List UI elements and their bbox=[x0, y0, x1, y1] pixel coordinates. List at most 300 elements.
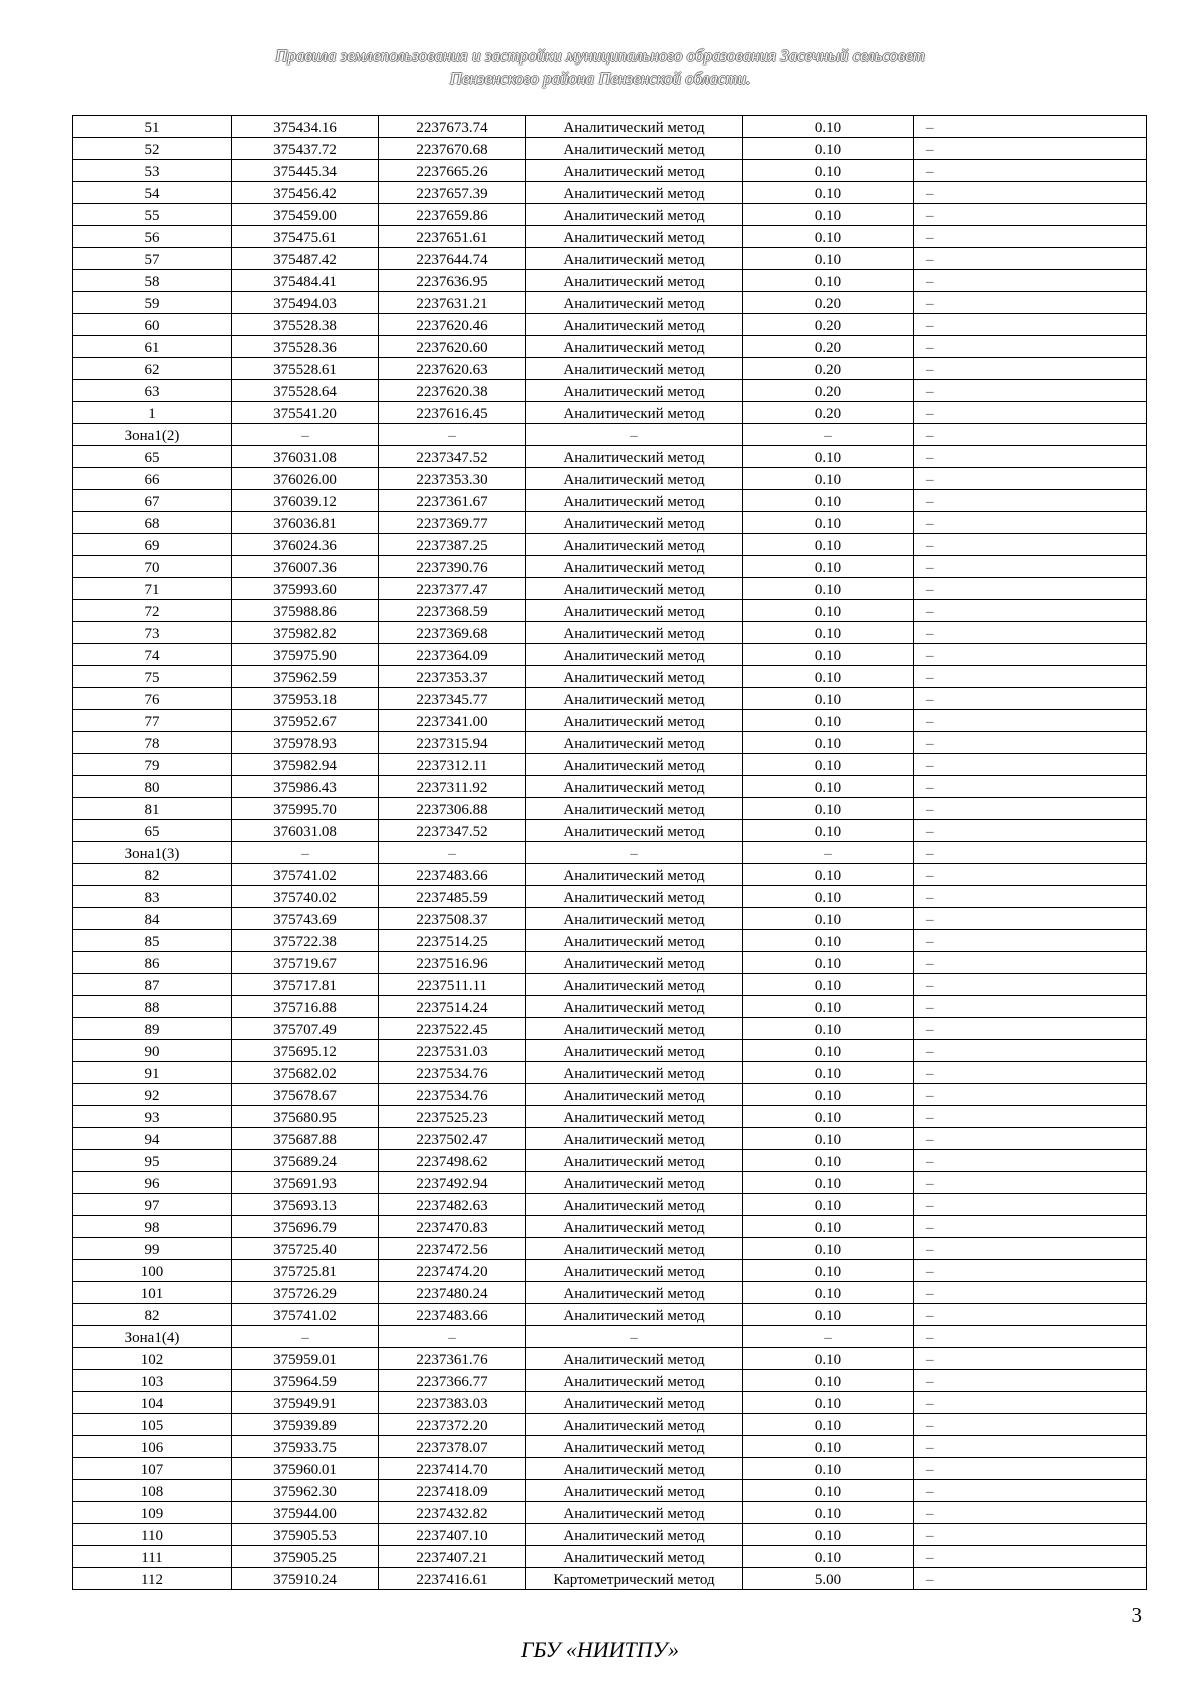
method-cell: Аналитический метод bbox=[526, 820, 743, 842]
point-number-cell: 57 bbox=[73, 248, 232, 270]
note-cell: – bbox=[914, 380, 1147, 402]
x-coordinate-cell: 375687.88 bbox=[232, 1128, 379, 1150]
table-row bbox=[73, 1392, 1147, 1414]
table-row bbox=[73, 182, 1147, 204]
table-row bbox=[73, 468, 1147, 490]
header-line-2: Пензенского района Пензенской области. bbox=[449, 69, 751, 88]
header-line-1: Правила землепользования и застройки муниципального образования Засечный сельсовет bbox=[275, 46, 925, 65]
x-coordinate-cell: 375905.53 bbox=[232, 1524, 379, 1546]
y-coordinate-cell: 2237636.95 bbox=[379, 270, 526, 292]
accuracy-cell: 0.10 bbox=[743, 1194, 914, 1216]
note-cell: – bbox=[914, 952, 1147, 974]
table-row bbox=[73, 622, 1147, 644]
x-coordinate-cell: 375953.18 bbox=[232, 688, 379, 710]
x-coordinate-cell: 375978.93 bbox=[232, 732, 379, 754]
page-header bbox=[0, 44, 1200, 90]
method-cell: Аналитический метод bbox=[526, 358, 743, 380]
method-cell: Аналитический метод bbox=[526, 292, 743, 314]
method-cell: Аналитический метод bbox=[526, 226, 743, 248]
accuracy-cell: 0.10 bbox=[743, 666, 914, 688]
method-cell: Аналитический метод bbox=[526, 732, 743, 754]
method-cell: Аналитический метод bbox=[526, 314, 743, 336]
y-coordinate-cell: 2237516.96 bbox=[379, 952, 526, 974]
accuracy-cell: 0.10 bbox=[743, 248, 914, 270]
point-number-cell: 112 bbox=[73, 1568, 232, 1590]
x-coordinate-cell: 375707.49 bbox=[232, 1018, 379, 1040]
note-cell: – bbox=[914, 160, 1147, 182]
method-cell: Аналитический метод bbox=[526, 1084, 743, 1106]
method-cell: Аналитический метод bbox=[526, 1106, 743, 1128]
y-coordinate-cell: 2237472.56 bbox=[379, 1238, 526, 1260]
table-row bbox=[73, 1502, 1147, 1524]
accuracy-cell: – bbox=[743, 1326, 914, 1348]
x-coordinate-cell: 375726.29 bbox=[232, 1282, 379, 1304]
x-coordinate-cell: 375484.41 bbox=[232, 270, 379, 292]
point-number-cell: Зона1(2) bbox=[73, 424, 232, 446]
y-coordinate-cell: 2237341.00 bbox=[379, 710, 526, 732]
note-cell: – bbox=[914, 1040, 1147, 1062]
accuracy-cell: 0.10 bbox=[743, 1370, 914, 1392]
table-row bbox=[73, 512, 1147, 534]
note-cell: – bbox=[914, 754, 1147, 776]
method-cell: Аналитический метод bbox=[526, 402, 743, 424]
x-coordinate-cell: 375975.90 bbox=[232, 644, 379, 666]
point-number-cell: Зона1(4) bbox=[73, 1326, 232, 1348]
y-coordinate-cell: 2237665.26 bbox=[379, 160, 526, 182]
accuracy-cell: 0.20 bbox=[743, 336, 914, 358]
accuracy-cell: 0.10 bbox=[743, 622, 914, 644]
note-cell: – bbox=[914, 446, 1147, 468]
note-cell: – bbox=[914, 270, 1147, 292]
x-coordinate-cell: 375986.43 bbox=[232, 776, 379, 798]
table-row bbox=[73, 688, 1147, 710]
point-number-cell: 81 bbox=[73, 798, 232, 820]
table-row bbox=[73, 160, 1147, 182]
table-row bbox=[73, 380, 1147, 402]
table-row bbox=[73, 776, 1147, 798]
y-coordinate-cell: 2237470.83 bbox=[379, 1216, 526, 1238]
note-cell: – bbox=[914, 336, 1147, 358]
table-row bbox=[73, 908, 1147, 930]
method-cell: Аналитический метод bbox=[526, 1414, 743, 1436]
y-coordinate-cell: 2237657.39 bbox=[379, 182, 526, 204]
accuracy-cell: 0.10 bbox=[743, 1348, 914, 1370]
note-cell: – bbox=[914, 1304, 1147, 1326]
point-number-cell: 67 bbox=[73, 490, 232, 512]
note-cell: – bbox=[914, 908, 1147, 930]
y-coordinate-cell: 2237534.76 bbox=[379, 1084, 526, 1106]
note-cell: – bbox=[914, 182, 1147, 204]
method-cell: – bbox=[526, 1326, 743, 1348]
table-row bbox=[73, 1370, 1147, 1392]
x-coordinate-cell: 375528.64 bbox=[232, 380, 379, 402]
y-coordinate-cell: 2237383.03 bbox=[379, 1392, 526, 1414]
method-cell: Аналитический метод bbox=[526, 930, 743, 952]
x-coordinate-cell: 375541.20 bbox=[232, 402, 379, 424]
table-row bbox=[73, 314, 1147, 336]
x-coordinate-cell: 375993.60 bbox=[232, 578, 379, 600]
x-coordinate-cell: 375944.00 bbox=[232, 1502, 379, 1524]
point-number-cell: 82 bbox=[73, 1304, 232, 1326]
method-cell: Аналитический метод bbox=[526, 490, 743, 512]
x-coordinate-cell: – bbox=[232, 1326, 379, 1348]
y-coordinate-cell: 2237620.63 bbox=[379, 358, 526, 380]
y-coordinate-cell: 2237616.45 bbox=[379, 402, 526, 424]
accuracy-cell: 0.20 bbox=[743, 314, 914, 336]
y-coordinate-cell: 2237416.61 bbox=[379, 1568, 526, 1590]
y-coordinate-cell: 2237390.76 bbox=[379, 556, 526, 578]
accuracy-cell: 0.10 bbox=[743, 1282, 914, 1304]
y-coordinate-cell: 2237673.74 bbox=[379, 116, 526, 138]
table-row bbox=[73, 600, 1147, 622]
y-coordinate-cell: 2237353.30 bbox=[379, 468, 526, 490]
method-cell: Аналитический метод bbox=[526, 666, 743, 688]
table-row bbox=[73, 754, 1147, 776]
method-cell: Аналитический метод bbox=[526, 204, 743, 226]
table-row bbox=[73, 1150, 1147, 1172]
x-coordinate-cell: 375740.02 bbox=[232, 886, 379, 908]
x-coordinate-cell: 375434.16 bbox=[232, 116, 379, 138]
y-coordinate-cell: 2237508.37 bbox=[379, 908, 526, 930]
table-row bbox=[73, 556, 1147, 578]
x-coordinate-cell: 375725.81 bbox=[232, 1260, 379, 1282]
point-number-cell: 109 bbox=[73, 1502, 232, 1524]
point-number-cell: 107 bbox=[73, 1458, 232, 1480]
x-coordinate-cell: 375949.91 bbox=[232, 1392, 379, 1414]
x-coordinate-cell: 375741.02 bbox=[232, 864, 379, 886]
method-cell: Аналитический метод bbox=[526, 974, 743, 996]
point-number-cell: 106 bbox=[73, 1436, 232, 1458]
method-cell: Аналитический метод bbox=[526, 468, 743, 490]
table-row bbox=[73, 1348, 1147, 1370]
table-row bbox=[73, 1282, 1147, 1304]
point-number-cell: 87 bbox=[73, 974, 232, 996]
note-cell: – bbox=[914, 886, 1147, 908]
table-row bbox=[73, 1172, 1147, 1194]
point-number-cell: 60 bbox=[73, 314, 232, 336]
method-cell: Аналитический метод bbox=[526, 380, 743, 402]
accuracy-cell: 0.10 bbox=[743, 138, 914, 160]
y-coordinate-cell: 2237474.20 bbox=[379, 1260, 526, 1282]
method-cell: Аналитический метод bbox=[526, 1128, 743, 1150]
method-cell: Аналитический метод bbox=[526, 952, 743, 974]
accuracy-cell: 0.10 bbox=[743, 490, 914, 512]
accuracy-cell: 0.10 bbox=[743, 886, 914, 908]
accuracy-cell: 0.10 bbox=[743, 468, 914, 490]
method-cell: Аналитический метод bbox=[526, 996, 743, 1018]
accuracy-cell: 0.10 bbox=[743, 754, 914, 776]
accuracy-cell: 0.10 bbox=[743, 1106, 914, 1128]
note-cell: – bbox=[914, 600, 1147, 622]
note-cell: – bbox=[914, 1172, 1147, 1194]
point-number-cell: 89 bbox=[73, 1018, 232, 1040]
x-coordinate-cell: 375695.12 bbox=[232, 1040, 379, 1062]
point-number-cell: 52 bbox=[73, 138, 232, 160]
x-coordinate-cell: 375716.88 bbox=[232, 996, 379, 1018]
note-cell: – bbox=[914, 490, 1147, 512]
x-coordinate-cell: 376007.36 bbox=[232, 556, 379, 578]
table-row bbox=[73, 534, 1147, 556]
table-row bbox=[73, 1128, 1147, 1150]
table-row bbox=[73, 952, 1147, 974]
accuracy-cell: 0.10 bbox=[743, 534, 914, 556]
accuracy-cell: 0.10 bbox=[743, 1172, 914, 1194]
x-coordinate-cell: 375964.59 bbox=[232, 1370, 379, 1392]
accuracy-cell: 0.10 bbox=[743, 1414, 914, 1436]
point-number-cell: 86 bbox=[73, 952, 232, 974]
accuracy-cell: 0.10 bbox=[743, 578, 914, 600]
y-coordinate-cell: – bbox=[379, 424, 526, 446]
y-coordinate-cell: 2237480.24 bbox=[379, 1282, 526, 1304]
method-cell: Аналитический метод bbox=[526, 1458, 743, 1480]
method-cell: Аналитический метод bbox=[526, 534, 743, 556]
accuracy-cell: 0.10 bbox=[743, 864, 914, 886]
accuracy-cell: 0.10 bbox=[743, 1260, 914, 1282]
x-coordinate-cell: 375725.40 bbox=[232, 1238, 379, 1260]
accuracy-cell: 0.10 bbox=[743, 600, 914, 622]
y-coordinate-cell: – bbox=[379, 1326, 526, 1348]
x-coordinate-cell: 375960.01 bbox=[232, 1458, 379, 1480]
y-coordinate-cell: 2237498.62 bbox=[379, 1150, 526, 1172]
accuracy-cell: 0.10 bbox=[743, 1502, 914, 1524]
note-cell: – bbox=[914, 996, 1147, 1018]
method-cell: Аналитический метод bbox=[526, 1040, 743, 1062]
note-cell: – bbox=[914, 1436, 1147, 1458]
x-coordinate-cell: 375475.61 bbox=[232, 226, 379, 248]
table-row bbox=[73, 886, 1147, 908]
method-cell: Аналитический метод bbox=[526, 864, 743, 886]
note-cell: – bbox=[914, 1370, 1147, 1392]
method-cell: Аналитический метод bbox=[526, 1546, 743, 1568]
point-number-cell: 88 bbox=[73, 996, 232, 1018]
x-coordinate-cell: 375689.24 bbox=[232, 1150, 379, 1172]
point-number-cell: 99 bbox=[73, 1238, 232, 1260]
note-cell: – bbox=[914, 1392, 1147, 1414]
note-cell: – bbox=[914, 556, 1147, 578]
x-coordinate-cell: – bbox=[232, 424, 379, 446]
point-number-cell: 65 bbox=[73, 820, 232, 842]
point-number-cell: 83 bbox=[73, 886, 232, 908]
y-coordinate-cell: 2237525.23 bbox=[379, 1106, 526, 1128]
point-number-cell: 93 bbox=[73, 1106, 232, 1128]
method-cell: Аналитический метод bbox=[526, 182, 743, 204]
note-cell: – bbox=[914, 864, 1147, 886]
point-number-cell: 110 bbox=[73, 1524, 232, 1546]
table-row bbox=[73, 996, 1147, 1018]
note-cell: – bbox=[914, 314, 1147, 336]
x-coordinate-cell: 376039.12 bbox=[232, 490, 379, 512]
table-row bbox=[73, 1260, 1147, 1282]
table-row bbox=[73, 270, 1147, 292]
y-coordinate-cell: 2237361.76 bbox=[379, 1348, 526, 1370]
method-cell: Аналитический метод bbox=[526, 644, 743, 666]
method-cell: Аналитический метод bbox=[526, 622, 743, 644]
x-coordinate-cell: 375682.02 bbox=[232, 1062, 379, 1084]
x-coordinate-cell: 375988.86 bbox=[232, 600, 379, 622]
y-coordinate-cell: 2237353.37 bbox=[379, 666, 526, 688]
table-row bbox=[73, 446, 1147, 468]
table-row bbox=[73, 1238, 1147, 1260]
point-number-cell: 79 bbox=[73, 754, 232, 776]
method-cell: Аналитический метод bbox=[526, 578, 743, 600]
table-row bbox=[73, 864, 1147, 886]
table-row bbox=[73, 1194, 1147, 1216]
accuracy-cell: 0.10 bbox=[743, 710, 914, 732]
table-row bbox=[73, 138, 1147, 160]
point-number-cell: 71 bbox=[73, 578, 232, 600]
table-row bbox=[73, 116, 1147, 138]
accuracy-cell: 0.10 bbox=[743, 1128, 914, 1150]
table-row bbox=[73, 710, 1147, 732]
note-cell: – bbox=[914, 1480, 1147, 1502]
note-cell: – bbox=[914, 842, 1147, 864]
note-cell: – bbox=[914, 512, 1147, 534]
accuracy-cell: 0.10 bbox=[743, 1040, 914, 1062]
accuracy-cell: 0.10 bbox=[743, 1150, 914, 1172]
point-number-cell: 102 bbox=[73, 1348, 232, 1370]
note-cell: – bbox=[914, 116, 1147, 138]
note-cell: – bbox=[914, 292, 1147, 314]
note-cell: – bbox=[914, 688, 1147, 710]
method-cell: Аналитический метод bbox=[526, 270, 743, 292]
point-number-cell: 1 bbox=[73, 402, 232, 424]
point-number-cell: 101 bbox=[73, 1282, 232, 1304]
x-coordinate-cell: 375910.24 bbox=[232, 1568, 379, 1590]
accuracy-cell: 0.10 bbox=[743, 446, 914, 468]
point-number-cell: 92 bbox=[73, 1084, 232, 1106]
method-cell: Аналитический метод bbox=[526, 160, 743, 182]
point-number-cell: 98 bbox=[73, 1216, 232, 1238]
point-number-cell: 108 bbox=[73, 1480, 232, 1502]
x-coordinate-cell: 376031.08 bbox=[232, 820, 379, 842]
accuracy-cell: 0.10 bbox=[743, 974, 914, 996]
note-cell: – bbox=[914, 358, 1147, 380]
table-row bbox=[73, 424, 1147, 446]
accuracy-cell: – bbox=[743, 842, 914, 864]
table-row bbox=[73, 490, 1147, 512]
point-number-cell: 75 bbox=[73, 666, 232, 688]
accuracy-cell: 0.10 bbox=[743, 1480, 914, 1502]
note-cell: – bbox=[914, 820, 1147, 842]
y-coordinate-cell: 2237366.77 bbox=[379, 1370, 526, 1392]
method-cell: Аналитический метод bbox=[526, 688, 743, 710]
y-coordinate-cell: 2237514.25 bbox=[379, 930, 526, 952]
y-coordinate-cell: 2237644.74 bbox=[379, 248, 526, 270]
table-row bbox=[73, 820, 1147, 842]
method-cell: Картометрический метод bbox=[526, 1568, 743, 1590]
method-cell: Аналитический метод bbox=[526, 512, 743, 534]
y-coordinate-cell: 2237620.60 bbox=[379, 336, 526, 358]
table-row bbox=[73, 358, 1147, 380]
accuracy-cell: 0.10 bbox=[743, 732, 914, 754]
method-cell: – bbox=[526, 842, 743, 864]
table-row bbox=[73, 1524, 1147, 1546]
point-number-cell: 104 bbox=[73, 1392, 232, 1414]
note-cell: – bbox=[914, 1238, 1147, 1260]
table-row bbox=[73, 1304, 1147, 1326]
x-coordinate-cell: 375717.81 bbox=[232, 974, 379, 996]
accuracy-cell: 0.20 bbox=[743, 358, 914, 380]
note-cell: – bbox=[914, 1150, 1147, 1172]
x-coordinate-cell: 375528.36 bbox=[232, 336, 379, 358]
method-cell: Аналитический метод bbox=[526, 1480, 743, 1502]
y-coordinate-cell: 2237492.94 bbox=[379, 1172, 526, 1194]
y-coordinate-cell: 2237482.63 bbox=[379, 1194, 526, 1216]
note-cell: – bbox=[914, 1348, 1147, 1370]
x-coordinate-cell: 375939.89 bbox=[232, 1414, 379, 1436]
x-coordinate-cell: 376036.81 bbox=[232, 512, 379, 534]
method-cell: Аналитический метод bbox=[526, 1018, 743, 1040]
table-row bbox=[73, 204, 1147, 226]
point-number-cell: 51 bbox=[73, 116, 232, 138]
x-coordinate-cell: 375982.94 bbox=[232, 754, 379, 776]
method-cell: Аналитический метод bbox=[526, 1502, 743, 1524]
point-number-cell: 80 bbox=[73, 776, 232, 798]
method-cell: Аналитический метод bbox=[526, 446, 743, 468]
x-coordinate-cell: 375962.59 bbox=[232, 666, 379, 688]
note-cell: – bbox=[914, 204, 1147, 226]
point-number-cell: 94 bbox=[73, 1128, 232, 1150]
accuracy-cell: 0.10 bbox=[743, 820, 914, 842]
accuracy-cell: 0.10 bbox=[743, 1084, 914, 1106]
method-cell: Аналитический метод bbox=[526, 556, 743, 578]
accuracy-cell: 0.10 bbox=[743, 204, 914, 226]
x-coordinate-cell: 375722.38 bbox=[232, 930, 379, 952]
y-coordinate-cell: 2237345.77 bbox=[379, 688, 526, 710]
point-number-cell: 70 bbox=[73, 556, 232, 578]
accuracy-cell: 0.10 bbox=[743, 776, 914, 798]
note-cell: – bbox=[914, 1502, 1147, 1524]
y-coordinate-cell: 2237631.21 bbox=[379, 292, 526, 314]
accuracy-cell: 0.10 bbox=[743, 512, 914, 534]
x-coordinate-cell: 375459.00 bbox=[232, 204, 379, 226]
point-number-cell: 65 bbox=[73, 446, 232, 468]
table-row bbox=[73, 666, 1147, 688]
note-cell: – bbox=[914, 402, 1147, 424]
method-cell: Аналитический метод bbox=[526, 1392, 743, 1414]
method-cell: Аналитический метод bbox=[526, 1348, 743, 1370]
note-cell: – bbox=[914, 798, 1147, 820]
x-coordinate-cell: 375959.01 bbox=[232, 1348, 379, 1370]
x-coordinate-cell: 376031.08 bbox=[232, 446, 379, 468]
point-number-cell: 85 bbox=[73, 930, 232, 952]
accuracy-cell: 0.10 bbox=[743, 1216, 914, 1238]
x-coordinate-cell: 375741.02 bbox=[232, 1304, 379, 1326]
method-cell: – bbox=[526, 424, 743, 446]
y-coordinate-cell: 2237347.52 bbox=[379, 820, 526, 842]
accuracy-cell: – bbox=[743, 424, 914, 446]
x-coordinate-cell: 376024.36 bbox=[232, 534, 379, 556]
method-cell: Аналитический метод bbox=[526, 1238, 743, 1260]
coordinates-table-body bbox=[73, 116, 1147, 1590]
y-coordinate-cell: 2237311.92 bbox=[379, 776, 526, 798]
note-cell: – bbox=[914, 776, 1147, 798]
method-cell: Аналитический метод bbox=[526, 886, 743, 908]
y-coordinate-cell: 2237659.86 bbox=[379, 204, 526, 226]
point-number-cell: 97 bbox=[73, 1194, 232, 1216]
note-cell: – bbox=[914, 1458, 1147, 1480]
note-cell: – bbox=[914, 1018, 1147, 1040]
point-number-cell: 96 bbox=[73, 1172, 232, 1194]
accuracy-cell: 0.10 bbox=[743, 556, 914, 578]
x-coordinate-cell: 375995.70 bbox=[232, 798, 379, 820]
note-cell: – bbox=[914, 1546, 1147, 1568]
accuracy-cell: 0.10 bbox=[743, 1524, 914, 1546]
y-coordinate-cell: 2237407.21 bbox=[379, 1546, 526, 1568]
y-coordinate-cell: 2237432.82 bbox=[379, 1502, 526, 1524]
x-coordinate-cell: 375696.79 bbox=[232, 1216, 379, 1238]
y-coordinate-cell: 2237347.52 bbox=[379, 446, 526, 468]
